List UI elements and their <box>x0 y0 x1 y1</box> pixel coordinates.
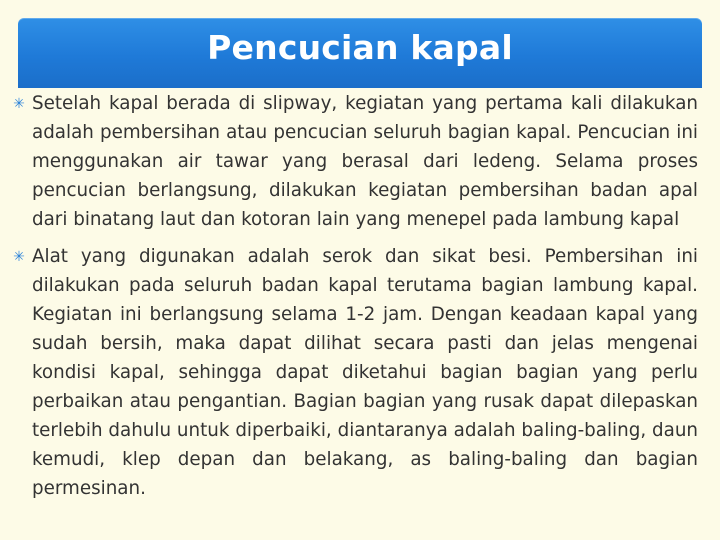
title-bar <box>18 18 702 88</box>
asterisk-bullet-icon: ✳ <box>13 95 25 111</box>
bullet-text: Alat yang digunakan adalah serok dan sikat besi. Pembersihan ini dilakukan pada seluruh badan kapal terutama bagian lambung kapal. Kegiatan ini berlangsung selama 1-2 jam. Dengan keadaan kapal yang sudah bersih, maka dapat dilihat secara pasti dan jelas mengenai kondisi kapal, sehingga dapat diketahui bagian bagian yang perlu perbaikan atau pengantian. Bagian bagian yang rusak dapat dilepaskan terlebih dahulu untuk diperbaiki, diantaranya adalah baling-baling, daun kemudi, klep depan dan belakang, as baling-baling dan bagian permesinan. <box>32 246 698 499</box>
bullet-item <box>10 89 698 234</box>
bullet-item <box>10 242 698 503</box>
bullet-text: Setelah kapal berada di slipway, kegiatan yang pertama kali dilakukan adalah pembersihan atau pencucian seluruh bagian kapal. Pencucian ini menggunakan air tawar yang berasal dari ledeng. Selama proses pencucian berlangsung, dilakukan kegiatan pembersihan badan apal dari binatang laut dan kotoran lain yang menepel pada lambung kapal <box>32 93 698 230</box>
slide-content <box>10 89 698 511</box>
slide-title: Pencucian kapal <box>207 28 513 67</box>
asterisk-bullet-icon: ✳ <box>13 248 25 264</box>
